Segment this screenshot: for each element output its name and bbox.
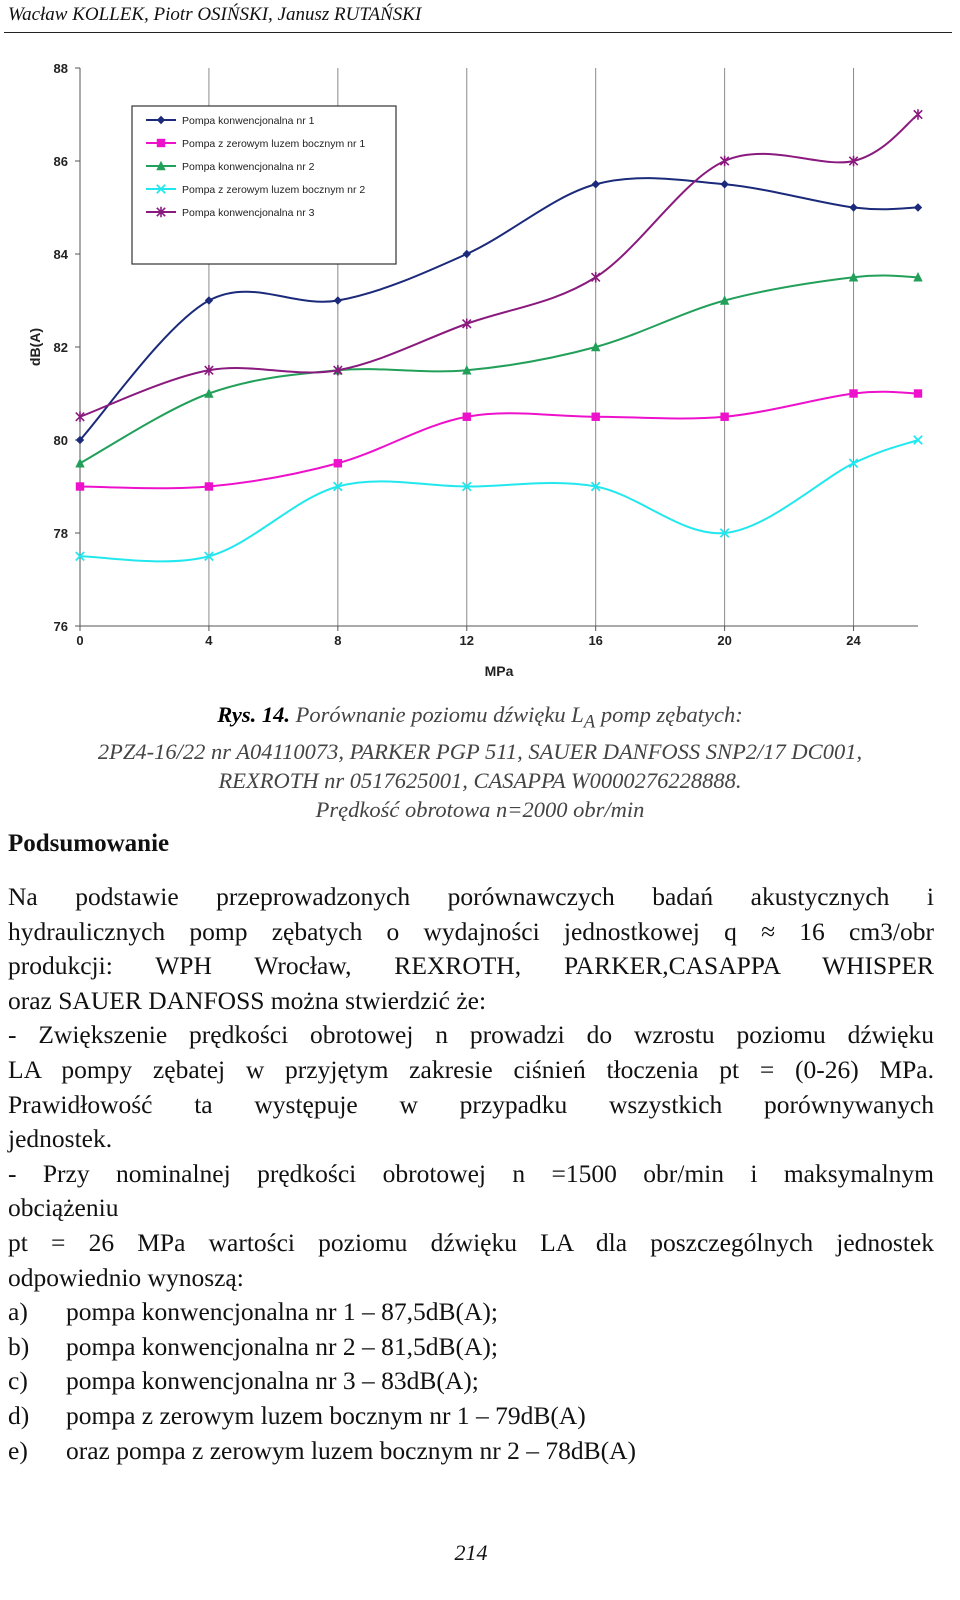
list-item-text: pompa konwencjonalna nr 2 – 81,5dB(A); — [66, 1331, 498, 1361]
legend-label-2: Pompa z zerowym luzem bocznym nr 1 — [182, 138, 366, 150]
legend-label-1: Pompa konwencjonalna nr 1 — [182, 115, 315, 127]
legend-label-4: Pompa z zerowym luzem bocznym nr 2 — [182, 184, 366, 196]
caption-line-4: Prędkość obrotowa n=2000 obr/min — [315, 796, 645, 822]
page-number: 214 — [454, 1540, 488, 1565]
body-line: produkcji: WPH Wrocław, REXROTH, PARKER,CASAPPA WHISPER — [8, 951, 934, 981]
list-marker: a) — [8, 1297, 28, 1327]
list-item — [8, 1364, 934, 1399]
legend-marker-2 — [157, 139, 165, 147]
caption-line-2: 2PZ4-16/22 nr A04110073, PARKER PGP 511, SAUER DANFOSS SNP2/17 DC001, — [97, 738, 863, 764]
y-tick-label: 86 — [53, 154, 68, 169]
body-line: pt = 26 MPa wartości poziomu dźwięku LA dla poszczególnych jednostek — [8, 1227, 934, 1257]
body-line: LA pompy zębatej w przyjętym zakresie ciśnień tłoczenia pt = (0-26) MPa. — [8, 1054, 934, 1084]
x-axis-label: MPa — [484, 663, 514, 679]
figure-caption — [0, 700, 960, 824]
list-item — [8, 1295, 934, 1330]
series-2-point — [849, 389, 857, 397]
x-tick-label: 12 — [459, 633, 475, 648]
x-tick-label: 4 — [205, 633, 213, 648]
list-item-text: oraz pompa z zerowym luzem bocznym nr 2 – 78dB(A) — [66, 1435, 637, 1465]
y-tick-label: 78 — [53, 526, 68, 541]
series-2-point — [463, 413, 471, 421]
line-chart — [0, 44, 960, 694]
y-tick-label: 82 — [53, 340, 68, 355]
running-header-authors: Wacław KOLLEK, Piotr OSIŃSKI, Janusz RUTAŃSKI — [8, 4, 422, 25]
list-item — [8, 1434, 934, 1469]
series-2-point — [334, 459, 342, 467]
list-marker: d) — [8, 1400, 30, 1430]
y-tick-label: 84 — [53, 247, 68, 262]
list-item-text: pompa konwencjonalna nr 3 – 83dB(A); — [66, 1366, 479, 1396]
list-marker: e) — [8, 1435, 28, 1465]
list-marker: c) — [8, 1366, 28, 1396]
x-tick-label: 0 — [76, 633, 84, 648]
y-tick-label: 80 — [53, 433, 68, 448]
caption-line-3: REXROTH nr 0517625001, CASAPPA W0000276228888. — [218, 767, 742, 793]
figure-chart — [0, 44, 960, 694]
header-rule — [4, 32, 952, 33]
body-line: odpowiednio wynoszą: — [8, 1262, 244, 1292]
x-tick-label: 20 — [717, 633, 732, 648]
list-item — [8, 1399, 934, 1434]
legend-label-3: Pompa konwencjonalna nr 2 — [182, 161, 315, 173]
body-line: hydraulicznych pomp zębatych o wydajności jednostkowej q ≈ 16 cm3/obr — [8, 916, 934, 946]
body-line: oraz SAUER DANFOSS można stwierdzić że: — [8, 985, 487, 1015]
list-item-text: pompa z zerowym luzem bocznym nr 1 – 79dB(A) — [66, 1400, 586, 1430]
caption-title-end: pomp zębatych: — [600, 702, 743, 727]
legend-label-5: Pompa konwencjonalna nr 3 — [182, 207, 315, 219]
caption-line-1 — [0, 700, 960, 737]
list-item-text: pompa konwencjonalna nr 1 – 87,5dB(A); — [66, 1297, 498, 1327]
series-2-point — [76, 482, 84, 490]
section-heading: Podsumowanie — [8, 830, 170, 857]
series-2-point — [205, 482, 213, 490]
body-line: obciążeniu — [8, 1193, 119, 1223]
body-line: Na podstawie przeprowadzonych porównawczych badań akustycznych i — [8, 882, 934, 911]
x-tick-label: 8 — [334, 633, 342, 648]
list-item — [8, 1330, 934, 1365]
x-tick-label: 24 — [846, 633, 861, 648]
series-2-point — [914, 389, 922, 397]
summary-body — [8, 880, 934, 1468]
body-line: Prawidłowość ta występuje w przypadku wszystkich porównywanych — [8, 1089, 934, 1119]
figure-label: Rys. 14. — [217, 702, 290, 727]
caption-subscript: A — [583, 711, 596, 733]
series-2-point — [591, 413, 599, 421]
body-line: - Przy nominalnej prędkości obrotowej n =1500 obr/min i maksymalnym — [8, 1158, 934, 1188]
x-tick-label: 16 — [588, 633, 603, 648]
series-2-point — [720, 413, 728, 421]
caption-title: Porównanie poziomu dźwięku L — [295, 702, 584, 727]
y-tick-label: 76 — [53, 619, 68, 634]
y-tick-label: 88 — [53, 61, 68, 76]
body-line: jednostek. — [8, 1124, 113, 1154]
y-axis-label: dB(A) — [27, 327, 43, 367]
body-line: - Zwiększenie prędkości obrotowej n prowadzi do wzrostu poziomu dźwięku — [8, 1020, 934, 1050]
list-marker: b) — [8, 1331, 30, 1361]
